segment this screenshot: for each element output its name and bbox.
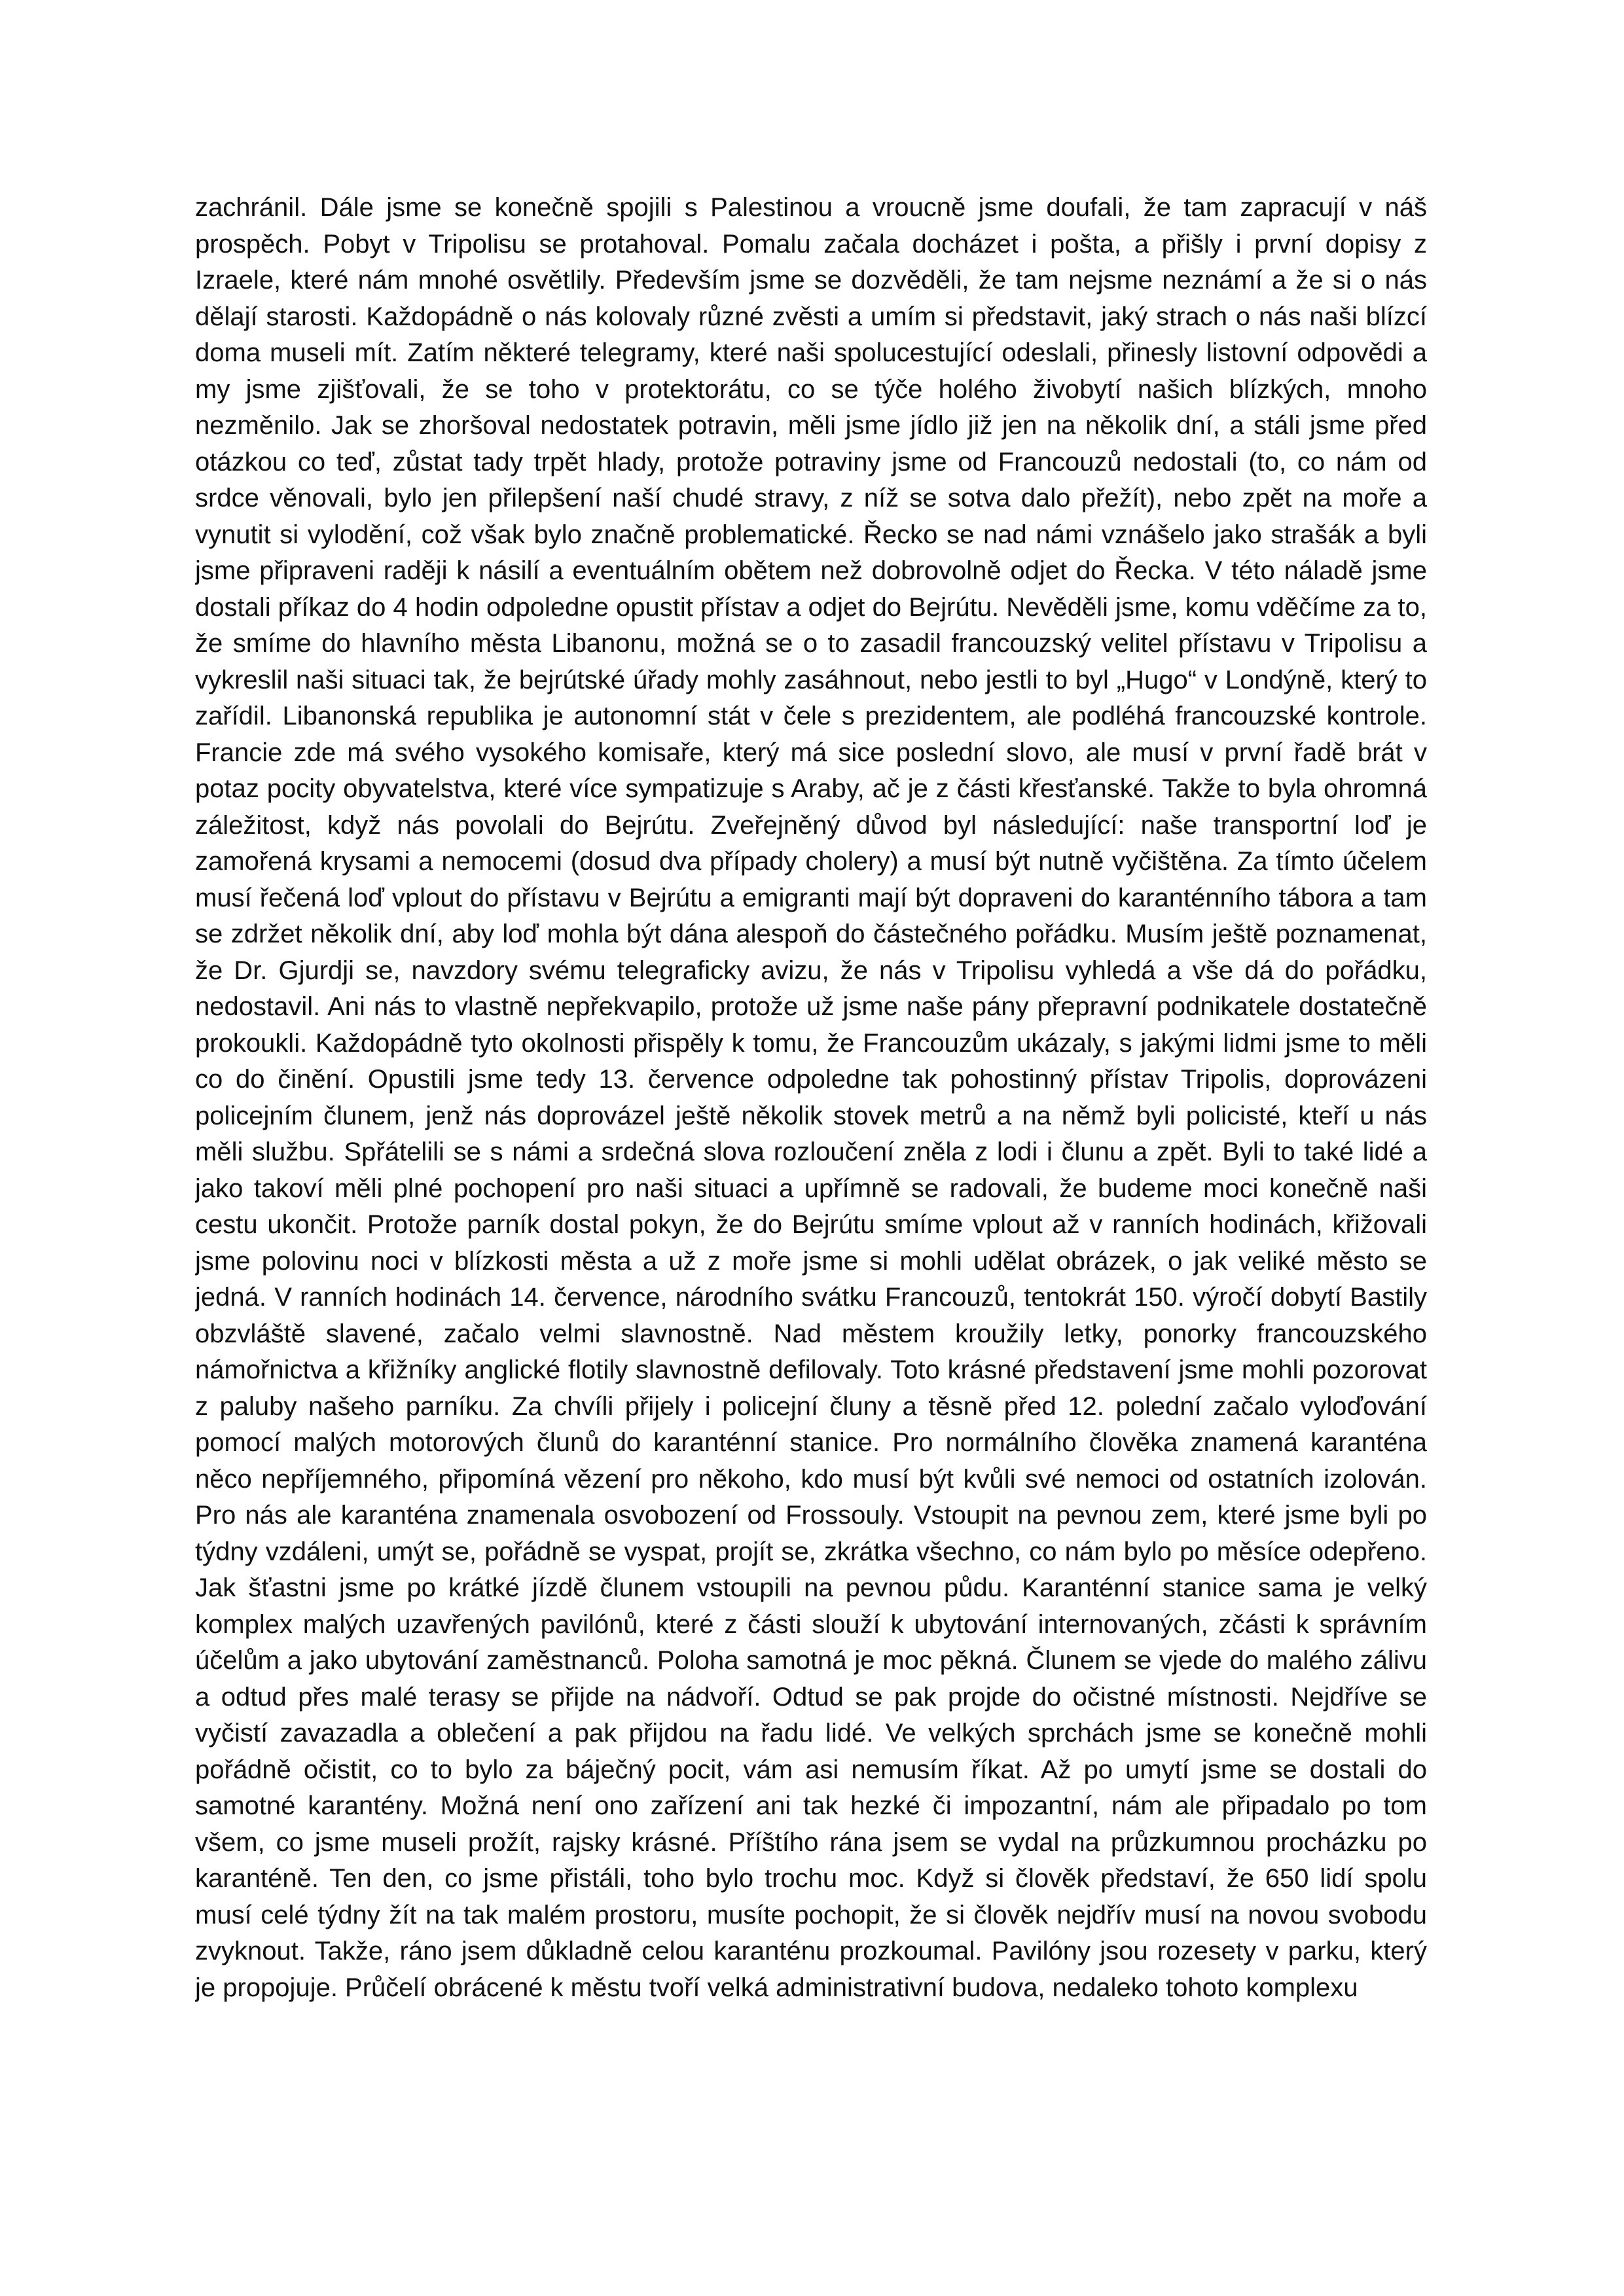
document-page bbox=[195, 190, 1427, 2127]
body-paragraph: zachránil. Dále jsme se konečně spojili s Palestinou a vroucně jsme doufali, že tam zapracují v náš prospěch. Pobyt v Tripolisu se protahoval. Pomalu začala docházet i pošta, a přišly i první dopisy z Izraele, které nám mnohé osvětlily. Především jsme se dozvěděli, že tam nejsme neznámí a že si o nás dělají starosti. Každopádně o nás kolovaly různé zvěsti a umím si představit, jaký strach o nás naši blízcí doma museli mít. Zatím některé telegramy, které naši spolucestující odeslali, přinesly listovní odpovědi a my jsme zjišťovali, že se toho v protektorátu, co se týče holého živobytí našich blízkých, mnoho nezměnilo. Jak se zhoršoval nedostatek potravin, měli jsme jídlo již jen na několik dní, a stáli jsme před otázkou co teď, zůstat tady trpět hlady, protože potraviny jsme od Francouzů nedostali (to, co nám od srdce věnovali, bylo jen přilepšení naší chudé stravy, z níž se sotva dalo přežít), nebo zpět na moře a vynutit si vylodění, což však bylo značně problematické. Řecko se nad námi vznášelo jako strašák a byli jsme připraveni raději k násilí a eventuálním obětem než dobrovolně odjet do Řecka. V této náladě jsme dostali příkaz do 4 hodin odpoledne opustit přístav a odjet do Bejrútu. Nevěděli jsme, komu vděčíme za to, že smíme do hlavního města Libanonu, možná se o to zasadil francouzský velitel přístavu v Tripolisu a vykreslil naši situaci tak, že bejrútské úřady mohly zasáhnout, nebo jestli to byl „Hugo“ v Londýně, který to zařídil. Libanonská republika je autonomní stát v čele s prezidentem, ale podléhá francouzské kontrole. Francie zde má svého vysokého komisaře, který má sice poslední slovo, ale musí v první řadě brát v potaz pocity obyvatelstva, které více sympatizuje s Araby, ač je z části křesťanské. Takže to byla ohromná záležitost, když nás povolali do Bejrútu. Zveřejněný důvod byl následující: naše transportní loď je zamořená krysami a nemocemi (dosud dva případy cholery) a musí být nutně vyčištěna. Za tímto účelem musí řečená loď vplout do přístavu v Bejrútu a emigranti mají být dopraveni do karanténního tábora a tam se zdržet několik dní, aby loď mohla být dána alespoň do částečného pořádku. Musím ještě poznamenat, že Dr. Gjurdji se, navzdory svému telegraficky avizu, že nás v Tripolisu vyhledá a vše dá do pořádku, nedostavil. Ani nás to vlastně nepřekvapilo, protože už jsme naše pány přepravní podnikatele dostatečně prokoukli. Každopádně tyto okolnosti přispěly k tomu, že Francouzům ukázaly, s jakými lidmi jsme to měli co do činění. Opustili jsme tedy 13. července odpoledne tak pohostinný přístav Tripolis, doprovázeni policejním člunem, jenž nás doprovázel ještě několik stovek metrů a na němž byli policisté, kteří u nás měli službu. Spřátelili se s námi a srdečná slova rozloučení zněla z lodi i člunu a zpět. Byli to také lidé a jako takoví měli plné pochopení pro naši situaci a upřímně se radovali, že budeme moci konečně naši cestu ukončit. Protože parník dostal pokyn, že do Bejrútu smíme vplout až v ranních hodinách, křižovali jsme polovinu noci v blízkosti města a už z moře jsme si mohli udělat obrázek, o jak veliké město se jedná. V ranních hodinách 14. července, národního svátku Francouzů, tentokrát 150. výročí dobytí Bastily obzvláště slavené, začalo velmi slavnostně. Nad městem kroužily letky, ponorky francouzského námořnictva a křižníky anglické flotily slavnostně defilovaly. Toto krásné představení jsme mohli pozorovat z paluby našeho parníku. Za chvíli přijely i policejní čluny a těsně před 12. polední začalo vyloďování pomocí malých motorových člunů do karanténní stanice. Pro normálního člověka znamená karanténa něco nepříjemného, připomíná vězení pro někoho, kdo musí být kvůli své nemoci od ostatních izolován. Pro nás ale karanténa znamenala osvobození od Frossouly. Vstoupit na pevnou zem, které jsme byli po týdny vzdáleni, umýt se, pořádně se vyspat, projít se, zkrátka všechno, co nám bylo po měsíce odepřeno. Jak šťastni jsme po krátké jízdě člunem vstoupili na pevnou půdu. Karanténní stanice sama je velký komplex malých uzavřených pavilónů, které z části slouží k ubytování internovaných, zčásti k správním účelům a jako ubytování zaměstnanců. Poloha samotná je moc pěkná. Člunem se vjede do malého zálivu a odtud přes malé terasy se přijde na nádvoří. Odtud se pak projde do očistné místnosti. Nejdříve se vyčistí zavazadla a oblečení a pak přijdou na řadu lidé. Ve velkých sprchách jsme se konečně mohli pořádně očistit, co to bylo za báječný pocit, vám asi nemusím říkat. Až po umytí jsme se dostali do samotné karantény. Možná není ono zařízení ani tak hezké či impozantní, nám ale připadalo po tom všem, co jsme museli prožít, rajsky krásné. Příštího rána jsem se vydal na průzkumnou procházku po karanténě. Ten den, co jsme přistáli, toho bylo trochu moc. Když si člověk představí, že 650 lidí spolu musí celé týdny žít na tak malém prostoru, musíte pochopit, že si člověk nejdřív musí na novou svobodu zvyknout. Takže, ráno jsem důkladně celou karanténu prozkoumal. Pavilóny jsou rozesety v parku, který je propojuje. Průčelí obrácené k městu tvoří velká administrativní budova, nedaleko tohoto komplexu bbox=[195, 193, 1427, 2002]
